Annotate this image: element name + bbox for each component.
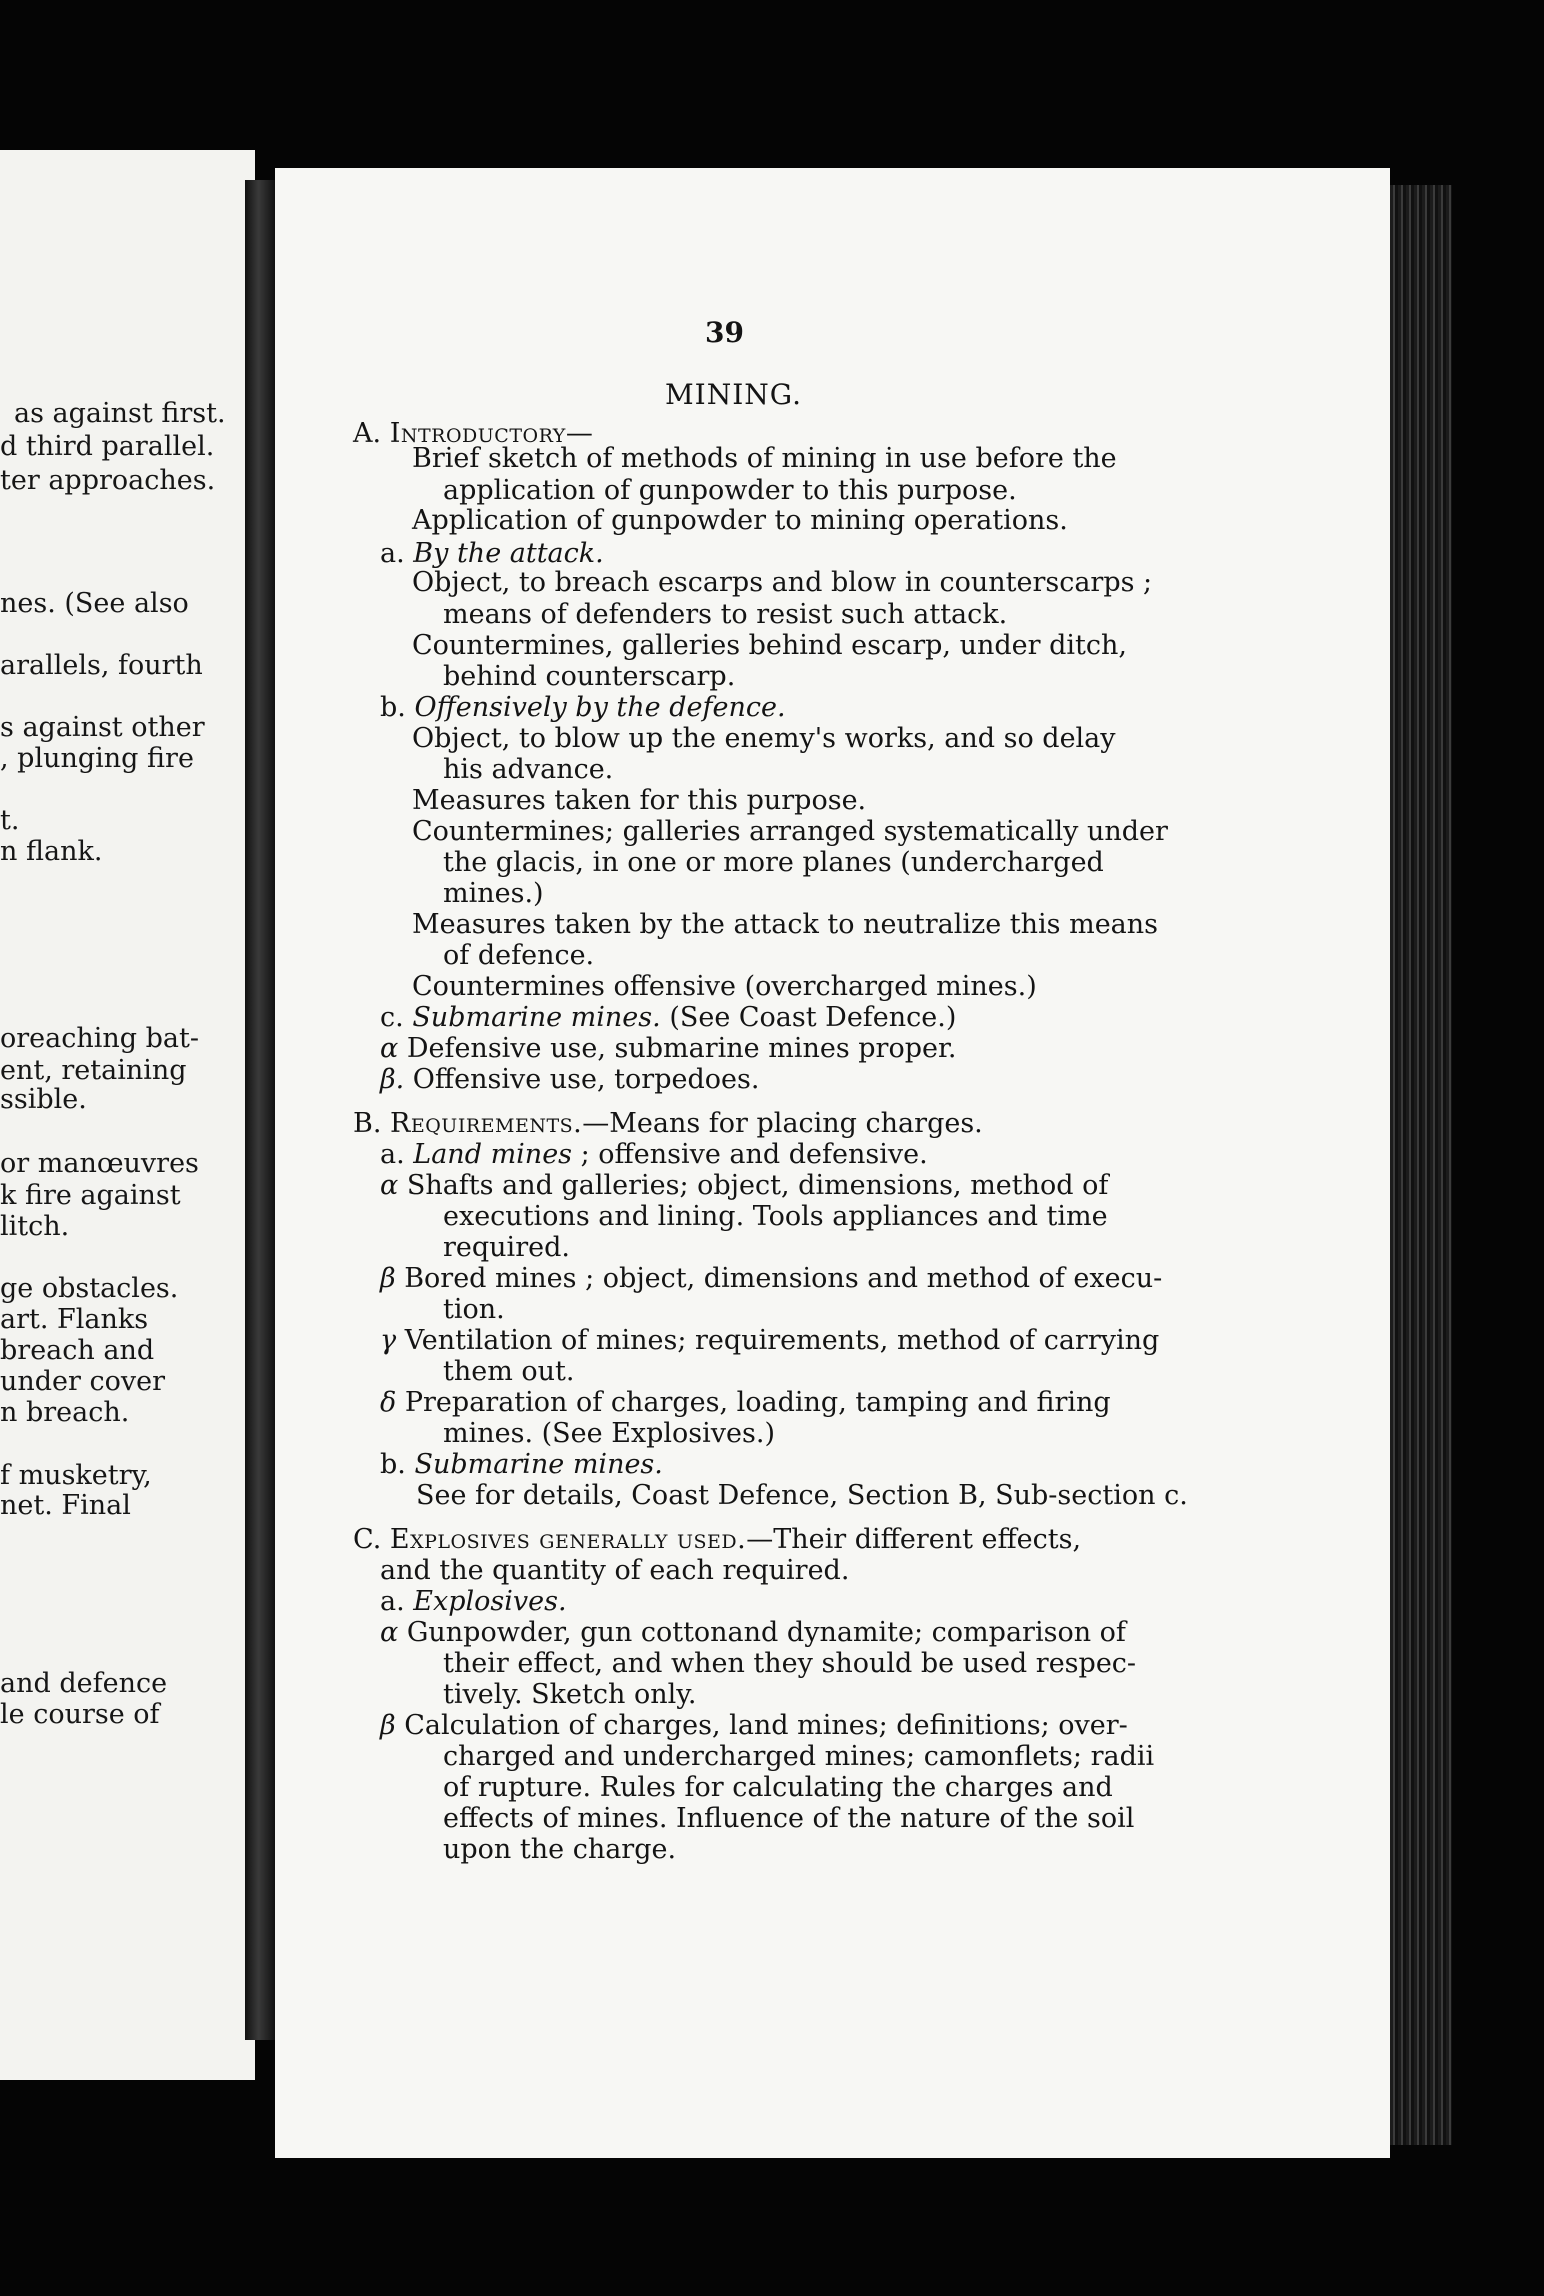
left-page-line: as against first. [14, 398, 226, 429]
text-line: them out. [443, 1356, 575, 1387]
item-text: Ventilation of mines; requirements, method of carrying [404, 1325, 1160, 1356]
item-gamma [380, 1325, 1159, 1356]
subsection-title: Land mines [413, 1139, 573, 1170]
text-line: their effect, and when they should be used respec- [443, 1648, 1137, 1679]
left-page-line: net. Final [0, 1490, 131, 1521]
text-line: means of defenders to resist such attack. [443, 599, 1008, 630]
subsection-b-heading [380, 1449, 663, 1480]
subsection-c-heading [380, 1002, 956, 1033]
subsection-rest: ; offensive and defensive. [572, 1139, 928, 1170]
item-text: Calculation of charges, land mines; definitions; over- [404, 1710, 1128, 1741]
subsection-marker: a. [380, 538, 405, 569]
subsection-marker: b. [380, 1449, 406, 1480]
left-page-line: ssible. [0, 1084, 87, 1115]
text-line: charged and undercharged mines; camonflets; radii [443, 1741, 1155, 1772]
section-rest: —Means for placing charges. [582, 1108, 983, 1139]
item-beta [380, 1710, 1128, 1741]
text-line: upon the charge. [443, 1834, 677, 1865]
text-line: Measures taken by the attack to neutralize this means [412, 909, 1159, 940]
text-line: of rupture. Rules for calculating the charges and [443, 1772, 1113, 1803]
text-line: executions and lining. Tools appliances and time [443, 1201, 1108, 1232]
left-page-line: n breach. [0, 1397, 130, 1428]
text-line: Countermines offensive (overcharged mines.) [412, 971, 1037, 1002]
text-line: required. [443, 1232, 570, 1263]
greek-marker: α [380, 1033, 399, 1064]
section-c-heading [353, 1524, 1081, 1555]
item-text: Bored mines ; object, dimensions and method of execu- [404, 1263, 1163, 1294]
subsection-title: Explosives. [413, 1586, 567, 1617]
subsection-a-heading [380, 1586, 567, 1617]
text-line: Object, to blow up the enemy's works, and so delay [412, 723, 1116, 754]
section-label: C. [353, 1524, 382, 1555]
subsection-title: By the attack. [413, 538, 604, 569]
item-text: Offensive use, torpedoes. [412, 1064, 760, 1095]
subsection-a-heading [380, 1139, 928, 1170]
left-page-line: d third parallel. [0, 431, 215, 462]
text-line: mines.) [443, 878, 544, 909]
text-line: Application of gunpowder to mining operations. [412, 505, 1068, 536]
subsection-marker: b. [380, 692, 406, 723]
subsection-title: Submarine mines. [414, 1449, 663, 1480]
text-line: See for details, Coast Defence, Section B, Sub-section c. [416, 1480, 1188, 1511]
item-text: Defensive use, submarine mines proper. [406, 1033, 957, 1064]
section-label: A. [353, 418, 382, 449]
left-page-line: nes. (See also [0, 588, 189, 619]
subsection-a-heading [380, 538, 604, 569]
text-line: his advance. [443, 754, 614, 785]
item-text: Shafts and galleries; object, dimensions, method of [406, 1170, 1109, 1201]
left-page-line: and defence [0, 1668, 168, 1699]
left-page-line: , plunging fire [0, 743, 194, 774]
section-title: Explosives generally used. [389, 1524, 747, 1555]
page-edges [1390, 185, 1452, 2145]
text-line: Countermines; galleries arranged systematically under [412, 816, 1168, 847]
left-page-line: art. Flanks [0, 1304, 149, 1335]
subsection-marker: c. [380, 1002, 404, 1033]
text-line: effects of mines. Influence of the nature of the soil [443, 1803, 1135, 1834]
greek-marker: α [380, 1617, 399, 1648]
text-line: tively. Sketch only. [443, 1679, 697, 1710]
left-page-line: breach and [0, 1335, 155, 1366]
text-line: Object, to breach escarps and blow in counterscarps ; [412, 567, 1153, 598]
left-page-line: ent, retaining [0, 1055, 187, 1086]
text-line: behind counterscarp. [443, 661, 736, 692]
text-line: tion. [443, 1294, 505, 1325]
book-gutter [245, 180, 275, 2040]
subsection-note: (See Coast Defence.) [669, 1002, 957, 1033]
item-text: Preparation of charges, loading, tamping and firing [404, 1387, 1111, 1418]
text-line: of defence. [443, 940, 595, 971]
item-beta [380, 1064, 759, 1095]
left-page-line: t. [0, 805, 20, 836]
text-line: Brief sketch of methods of mining in use before the [412, 443, 1117, 474]
left-page-line: or manœuvres [0, 1148, 199, 1179]
greek-marker: β. [380, 1064, 405, 1095]
greek-marker: β [380, 1263, 396, 1294]
section-title: Introductory— [389, 418, 594, 449]
left-page-line: litch. [0, 1211, 70, 1242]
text-line: the glacis, in one or more planes (undercharged [443, 847, 1104, 878]
left-page-line: ter approaches. [0, 465, 216, 496]
left-page-line: ge obstacles. [0, 1273, 179, 1304]
section-label: B. [353, 1108, 382, 1139]
text-line: and the quantity of each required. [380, 1555, 850, 1586]
section-rest: —Their different effects, [746, 1524, 1082, 1555]
subsection-title: Offensively by the defence. [414, 692, 786, 723]
left-page-line: f musketry, [0, 1460, 152, 1491]
text-line: Measures taken for this purpose. [412, 785, 867, 816]
greek-marker: β [380, 1710, 396, 1741]
left-page-line: n flank. [0, 836, 103, 867]
greek-marker: δ [380, 1387, 397, 1418]
left-page-line: under cover [0, 1366, 166, 1397]
item-alpha [380, 1170, 1108, 1201]
page-number: 39 [705, 316, 744, 349]
left-page-line: k fire against [0, 1180, 181, 1211]
subsection-marker: a. [380, 1586, 405, 1617]
greek-marker: α [380, 1170, 399, 1201]
item-delta [380, 1387, 1111, 1418]
section-b-heading [353, 1108, 983, 1139]
page-heading: MINING. [665, 378, 803, 411]
item-alpha [380, 1617, 1126, 1648]
item-alpha [380, 1033, 957, 1064]
left-page-line: le course of [0, 1699, 160, 1730]
left-page-line: oreaching bat- [0, 1023, 199, 1054]
subsection-b-heading [380, 692, 786, 723]
section-title: Requirements. [390, 1108, 583, 1139]
item-beta [380, 1263, 1162, 1294]
text-line: Countermines, galleries behind escarp, under ditch, [412, 630, 1127, 661]
text-line: application of gunpowder to this purpose. [443, 475, 1017, 506]
left-page-line: s against other [0, 712, 205, 743]
item-text: Gunpowder, gun cottonand dynamite; comparison of [406, 1617, 1126, 1648]
left-page-line: arallels, fourth [0, 650, 203, 681]
text-line: mines. (See Explosives.) [443, 1418, 776, 1449]
greek-marker: γ [380, 1325, 397, 1356]
subsection-marker: a. [380, 1139, 405, 1170]
subsection-title: Submarine mines. [412, 1002, 661, 1033]
